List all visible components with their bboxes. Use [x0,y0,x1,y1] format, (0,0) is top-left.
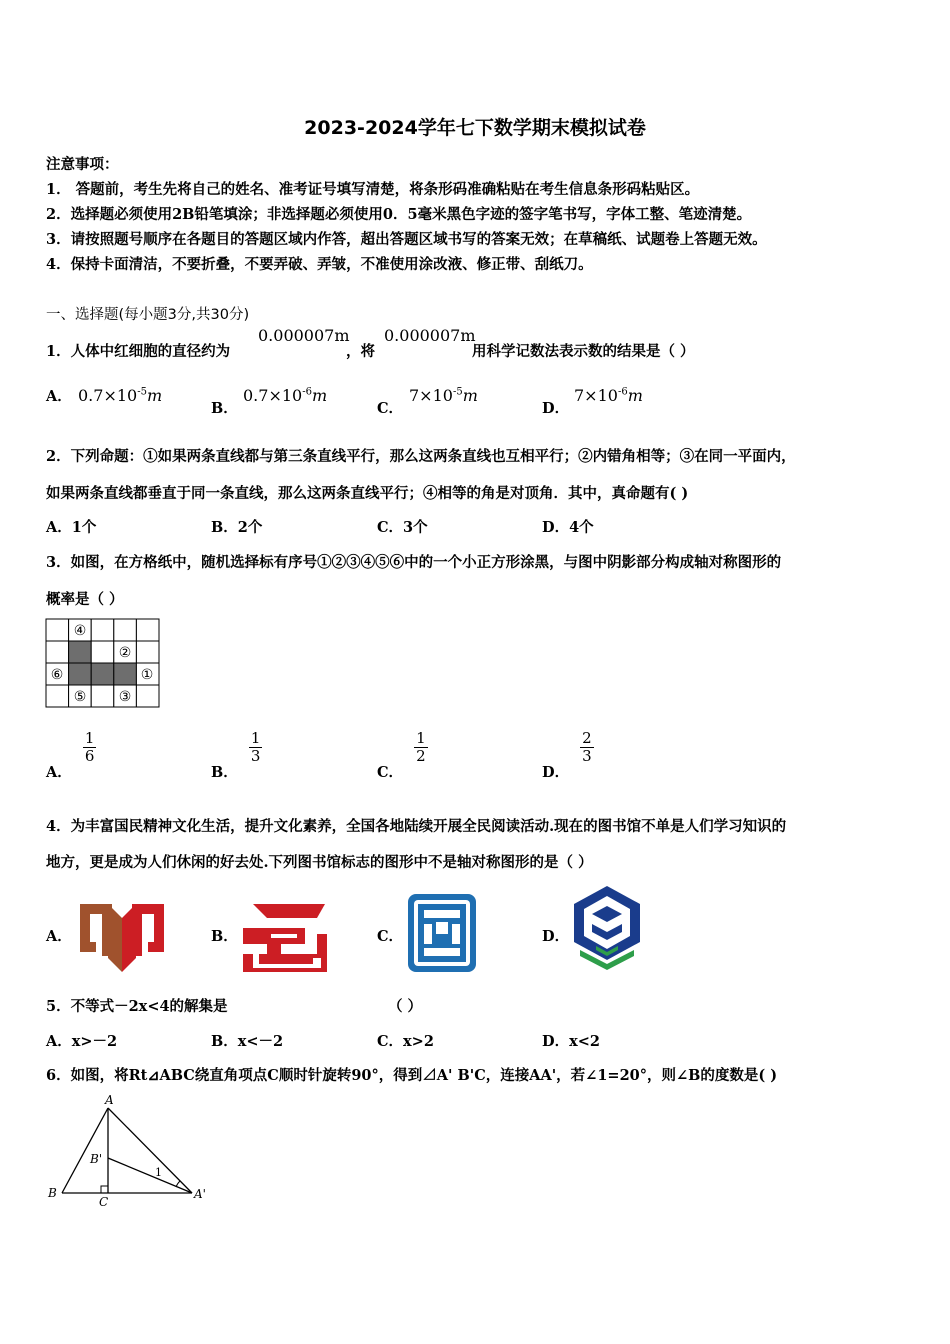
notice-heading: 注意事项： [46,156,119,173]
grid-label-5: ⑤ [73,689,87,705]
notice-item: 2．选择题必须使用2B铅笔填涂；非选择题必须使用0．5毫米黑色字迹的签字笔书写，字体工整、笔迹清楚。 [46,206,752,223]
label-b-prime: B' [90,1152,103,1166]
q4-stem-line2: 地方，更是成为人们休闲的好去处.下列图书馆标志的图形中不是轴对称图形的是（ ） [46,854,593,871]
q1-option-a[interactable] [46,385,72,406]
q5-stem: 5．不等式－2x<4的解集是 [46,998,228,1015]
label-a: A [105,1093,114,1107]
q4-option-a[interactable]: A． [46,928,72,945]
q5-option-a[interactable]: A．x>－2 [46,1033,118,1050]
page-title: 2023-2024学年七下数学期末模拟试卷 [304,117,646,139]
q1-number-1: 0.000007m [258,326,350,345]
grid-label-3: ③ [118,689,132,705]
notice-item: 4．保持卡面清洁，不要折叠，不要弄破、弄皱，不准使用涂改液、修正带、刮纸刀。 [46,256,593,273]
q4-option-d[interactable]: D． [542,928,570,945]
option-letter: A． [46,388,72,405]
q6-stem: 6．如图，将Rt⊿ABC绕直角项点C顺时针旋转90°，得到⊿A' B'C，连接AA'，若∠1=20°，则∠B的度数是( ) [46,1067,778,1084]
q1-option-d[interactable]: D． [542,400,570,417]
q1-stem-pre: 1．人体中红细胞的直径约为 [46,343,231,360]
q1-option-b[interactable]: B． [211,400,238,417]
q5-answer-paren: （ ） [388,998,423,1015]
q4-stem-line1: 4．为丰富国民精神文化生活，提升文化素养，全国各地陆续开展全民阅读活动.现在的图书馆不单是人们学习知识的 [46,818,787,835]
q3-stem-line2: 概率是（ ） [46,591,124,608]
q2-option-a[interactable]: A．1个 [46,519,97,536]
q6-triangle-figure [44,1090,219,1210]
grid-label-4: ④ [73,623,87,639]
label-b: B [48,1186,57,1200]
label-a-prime: A' [194,1187,206,1201]
q1-stem-mid: ，将 [346,343,375,360]
q1-stem-post: 用科学记数法表示数的结果是（ ） [472,343,695,360]
q3-option-a[interactable]: A． $\frac{1}{6}$ [46,729,95,782]
q2-option-b[interactable]: B．2个 [211,519,263,536]
section-heading: 一、选择题(每小题3分,共30分) [46,307,250,323]
q5-option-c[interactable]: C．x>2 [377,1033,434,1050]
q2-stem-line2: 如果两条直线都垂直于同一条直线，那么这两条直线平行；④相等的角是对顶角．其中，真命题有( ) [46,485,689,502]
q4-logo-d [572,884,642,972]
q1-option-b-value: $0.7\times 10^{-6}m$ [243,386,328,405]
grid-label-2: ② [118,645,132,661]
q5-option-b[interactable]: B．x<－2 [211,1033,284,1050]
q1-option-c-value: $7\times 10^{-5}m$ [409,386,478,405]
grid-cells [46,619,159,707]
q3-option-b[interactable]: B． $\frac{1}{3}$ [211,729,261,782]
q1-number-2: 0.000007m [384,326,476,345]
q5-option-d[interactable]: D．x<2 [542,1033,600,1050]
label-angle-1: 1 [155,1166,162,1179]
q4-option-c[interactable]: C． [377,928,404,945]
notice-item: 1． 答题前，考生先将自己的姓名、准考证号填写清楚，将条形码准确粘贴在考生信息条形码粘贴区。 [46,181,700,198]
q4-option-b[interactable]: B． [211,928,238,945]
q2-option-d[interactable]: D．4个 [542,519,594,536]
q1-option-a-value: $0.7\times 10^{-5}m$ [78,386,163,405]
q3-option-c[interactable]: C． $\frac{1}{2}$ [377,729,426,782]
q3-stem-line1: 3．如图，在方格纸中，随机选择标有序号①②③④⑤⑥中的一个小正方形涂黑，与图中阴影部分构成轴对称图形的 [46,554,782,571]
q4-logo-c [406,892,478,974]
q4-logo-a [78,898,166,974]
grid-label-1: ① [140,667,154,683]
q2-option-c[interactable]: C．3个 [377,519,428,536]
grid-label-6: ⑥ [50,667,64,683]
q1-option-c[interactable]: C． [377,400,404,417]
q1-option-d-value: $7\times 10^{-6}m$ [574,386,643,405]
q2-stem-line1: 2．下列命题：①如果两条直线都与第三条直线平行，那么这两条直线也互相平行；②内错角相等；③在同一平面内， [46,448,796,465]
label-c: C [99,1195,109,1209]
q3-grid-figure [45,618,161,708]
notice-item: 3．请按照题号顺序在各题目的答题区域内作答，超出答题区域书写的答案无效；在草稿纸、试题卷上答题无效。 [46,231,767,248]
q4-logo-b [241,898,329,974]
q3-option-d[interactable]: D． $\frac{2}{3}$ [542,729,592,782]
